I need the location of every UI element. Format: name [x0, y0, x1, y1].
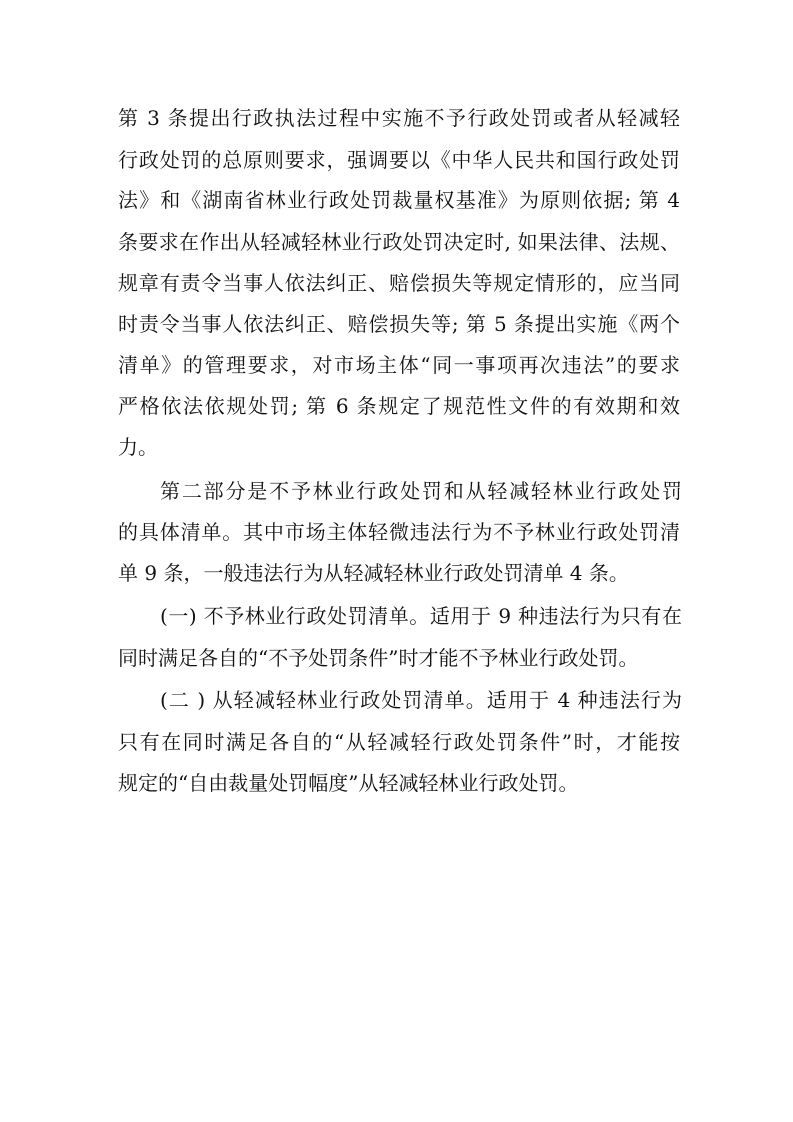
text-line: 规章有责令当事人依法纠正、赔偿损失等规定情形的，应当同: [118, 271, 680, 295]
text-line: 清单》的管理要求，对市场主体“同一事项再次违法”的要求: [118, 353, 680, 377]
text-line: (二 ) 从轻减轻林业行政处罚清单。适用于 4 种违法行为: [160, 688, 682, 712]
text-line: 时责令当事人依法纠正、赔偿损失等; 第 5 条提出实施《两个: [118, 312, 680, 336]
text-line: 单 9 条，一般违法行为从轻减轻林业行政处罚清单 4 条。: [118, 561, 629, 585]
text-line: 同时满足各自的“不予处罚条件”时才能不予林业行政处罚。: [118, 646, 639, 670]
text-line: 第二部分是不予林业行政处罚和从轻减轻林业行政处罚: [160, 479, 682, 503]
text-line: 力。: [118, 435, 158, 459]
text-line: 规定的“自由裁量处罚幅度”从轻减轻林业行政处罚。: [118, 771, 579, 795]
text-line: 法》和《湖南省林业行政处罚裁量权基准》为原则依据; 第 4: [118, 188, 680, 212]
text-line: (一) 不予林业行政处罚清单。适用于 9 种违法行为只有在: [160, 604, 682, 628]
text-line: 第 3 条提出行政执法过程中实施不予行政处罚或者从轻减轻: [118, 106, 680, 130]
text-line: 严格依法依规处罚; 第 6 条规定了规范性文件的有效期和效: [118, 394, 680, 418]
text-line: 的具体清单。其中市场主体轻微违法行为不予林业行政处罚清: [118, 520, 680, 544]
text-line: 条要求在作出从轻减轻林业行政处罚决定时, 如果法律、法规、: [118, 230, 680, 254]
text-line: 只有在同时满足各自的“从轻减轻行政处罚条件”时，才能按: [118, 730, 680, 754]
text-line: 行政处罚的总原则要求，强调要以《中华人民共和国行政处罚: [118, 148, 680, 172]
